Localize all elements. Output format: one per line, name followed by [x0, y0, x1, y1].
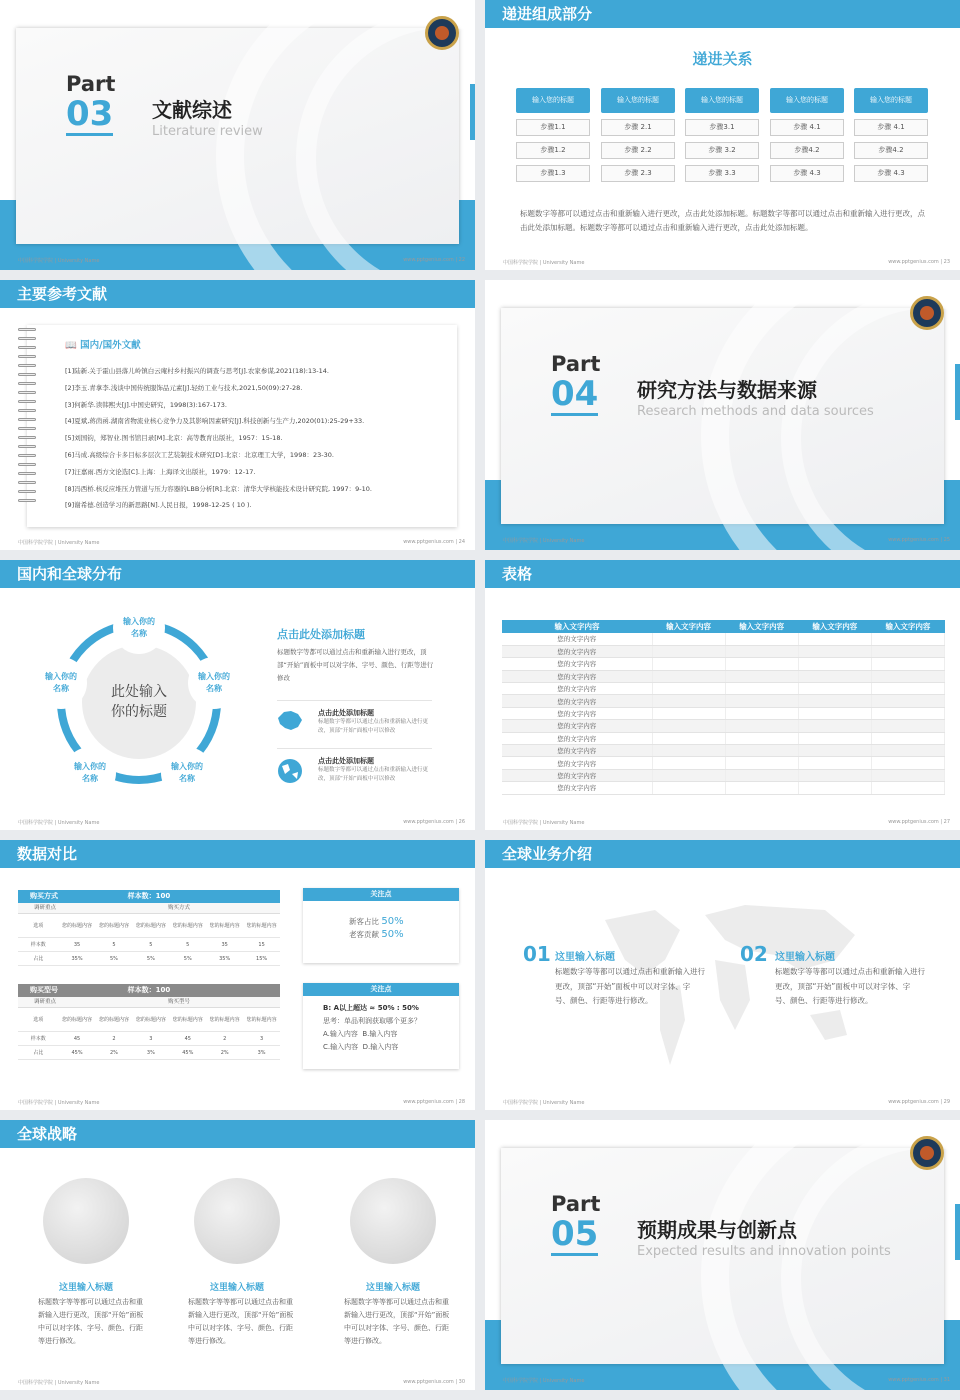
table-cell: [652, 745, 725, 757]
table-cell: [871, 683, 944, 695]
footer: [18, 1379, 465, 1386]
section-title: 研究方法与数据来源: [637, 378, 817, 402]
page-number: | 30: [455, 1379, 465, 1385]
part-number: 04: [551, 374, 599, 414]
table-row: [502, 769, 945, 781]
accent-bar: [955, 1204, 960, 1260]
slide-31[interactable]: [485, 1120, 960, 1390]
table-cell: [871, 782, 944, 794]
strategy-text: 标题数字等等都可以通过点击和重新输入进行更改，顶部“开始”面板中可以对字体、字号、颜色、行距等进行修改。: [38, 1298, 144, 1345]
section-subtitle: Literature review: [152, 124, 263, 139]
table-cell: [652, 645, 725, 657]
slide-26[interactable]: [0, 560, 475, 830]
slide-header: 全球战略: [0, 1120, 475, 1148]
reference-list: [65, 363, 445, 514]
table-cell: [652, 782, 725, 794]
item-title: 这里输入标题: [555, 952, 615, 963]
footer: [503, 1099, 950, 1106]
table-cell: [798, 633, 871, 645]
footer-site: www.pptgenius.com: [888, 819, 939, 825]
table-cell: [798, 782, 871, 794]
part-word: Part: [551, 352, 601, 376]
table-cell: [725, 670, 798, 682]
table-cell: [798, 683, 871, 695]
table-cell: 您的文字内容: [502, 769, 652, 781]
slide-header: 表格: [485, 560, 960, 588]
step-box: 步骤 4.3: [854, 165, 928, 182]
column-head: 输入您的标题: [601, 88, 675, 113]
footer-university: 中国科学院学院 | University Name: [503, 260, 585, 266]
table-cell: [725, 695, 798, 707]
distribution-title: 点击此处添加标题: [277, 628, 365, 641]
table-header-cell: 输入文字内容: [652, 620, 725, 633]
progression-title: 递进关系: [692, 50, 753, 68]
step-box: 步骤1.2: [516, 142, 590, 159]
slide-25[interactable]: [485, 280, 960, 550]
table-row: [502, 633, 945, 645]
ring-node: 输入你的 名称: [161, 747, 213, 799]
column-head: 输入您的标题: [854, 88, 928, 113]
page-number: | 28: [455, 1099, 465, 1105]
accent-bar: [470, 84, 475, 140]
divider: [277, 748, 432, 749]
university-logo: [425, 16, 459, 50]
china-map-icon: [276, 708, 304, 734]
table-header-cell: 输入文字内容: [798, 620, 871, 633]
table-cell: [798, 707, 871, 719]
page-number: | 27: [940, 819, 950, 825]
comparison-header: 购买方式 样本数：100: [18, 890, 280, 903]
reference-item: [2]李玉.青拿李.浅谈中国传统服饰品元素[J].轻纺工业与技术,2021,50(09):27-28.: [65, 383, 303, 392]
distribution-item: 点击此处添加标题 标题数字等都可以通过点击和重新输入进行更改，顶部“开始”面板中可以修改: [318, 709, 429, 734]
strategy-title: 这里输入标题: [209, 1283, 264, 1293]
ring-node: 输入你的 名称: [64, 747, 116, 799]
slide-22[interactable]: [0, 0, 475, 270]
slide-29[interactable]: [485, 840, 960, 1110]
step-box: 步骤3.1: [685, 119, 759, 136]
reference-item: [8]冯西桥.核反应堆压力管道与压力容器的LBB分析[R].北京：清华大学核能技术设计研究院, 1997：9-10.: [65, 484, 372, 493]
footer-site: www.pptgenius.com: [403, 539, 454, 545]
reference-item: [9]谢希德.创造学习的新思路[N].人民日报，1998-12-25 ( 10 ).: [65, 501, 252, 510]
table-row: 样本数 45 2 3 45 2 3: [18, 1032, 280, 1046]
footer: [503, 259, 950, 266]
table-cell: [798, 658, 871, 670]
table-cell: [652, 670, 725, 682]
table-cell: 您的文字内容: [502, 732, 652, 744]
footer-university: 中国科学院学院 | University Name: [503, 538, 585, 544]
focus-note-2: 关注点 B: A以上超达 ≈ 50% : 50% 思考：单品利润获取哪个更多？ A.输入内容 B.输入内容 C.输入内容 D.输入内容: [303, 983, 459, 1069]
comparison-table-1: [18, 890, 280, 966]
divider: [277, 700, 432, 701]
table-cell: [725, 720, 798, 732]
section-subtitle: Research methods and data sources: [637, 404, 874, 419]
table-row: [502, 645, 945, 657]
reference-item: [1]陆新.关于霍山县落儿岭镇白云庵村乡村振兴的调查与思考[J].农家参谋,2021(18):13-14.: [65, 367, 329, 375]
table-cell: [871, 645, 944, 657]
table-row: 占比 35% 5% 5% 5% 35% 15%: [18, 952, 280, 966]
table-row: [502, 757, 945, 769]
focus-note-1: 关注点 新客占比 50% 老客贡献 50%: [303, 888, 459, 963]
distribution-text: 标题数字等都可以通过点击和重新输入进行更改，顶部“开始”面板中可以对字体、字号、颜色、行距等进行修改: [277, 648, 434, 682]
item-text: 标题数字等等都可以通过点击和重新输入进行更改，顶部“开始”面板中可以对字体、字号、颜色、行距等进行修改。: [555, 967, 705, 1005]
page-number: | 29: [940, 1099, 950, 1105]
table-cell: [652, 757, 725, 769]
table-cell: [871, 670, 944, 682]
globe-icon: [276, 758, 304, 784]
strategy-text: 标题数字等等都可以通过点击和重新输入进行更改，顶部“开始”面板中可以对字体、字号、颜色、行距等进行修改。: [344, 1298, 450, 1345]
reference-heading: 📖 国内/国外文献: [65, 340, 141, 351]
slide-header: 递进组成部分: [485, 0, 960, 28]
step-box: 步骤1.3: [516, 165, 590, 182]
footer-site: www.pptgenius.com: [403, 819, 454, 825]
comparison-header: 购买型号 样本数：100: [18, 984, 280, 997]
table-cell: [871, 745, 944, 757]
table-cell: 您的文字内容: [502, 757, 652, 769]
table-cell: [798, 757, 871, 769]
table-cell: 您的文字内容: [502, 658, 652, 670]
note-header: 关注点: [303, 888, 459, 901]
table-row: [502, 658, 945, 670]
table-cell: [798, 670, 871, 682]
table-cell: 您的文字内容: [502, 695, 652, 707]
accent-bar: [955, 364, 960, 420]
step-box: 步骤 3.3: [685, 165, 759, 182]
university-logo: [910, 1136, 944, 1170]
table-header-cell: 输入文字内容: [871, 620, 944, 633]
table-cell: 您的文字内容: [502, 683, 652, 695]
ring-node: 输入你的 名称: [35, 657, 87, 709]
step-box: 步骤 3.2: [685, 142, 759, 159]
footer-university: 中国科学院学院 | University Name: [18, 820, 100, 826]
book-icon: 📖: [65, 340, 77, 351]
table-cell: [798, 745, 871, 757]
table-row: [502, 695, 945, 707]
slide-header: 全球业务介绍: [485, 840, 960, 868]
table-cell: 您的文字内容: [502, 645, 652, 657]
table-cell: [725, 683, 798, 695]
table-cell: [725, 745, 798, 757]
slide-30[interactable]: [0, 1120, 475, 1390]
part-word: Part: [551, 1192, 601, 1216]
footer: [18, 1099, 465, 1106]
table-cell: 您的文字内容: [502, 670, 652, 682]
footer: [503, 537, 950, 544]
table-cell: [652, 769, 725, 781]
step-box: 步骤4.2: [854, 142, 928, 159]
table-row: 样本数 35 5 5 5 35 15: [18, 938, 280, 952]
table-cell: [798, 645, 871, 657]
reference-item: [7]汪嘉雨.西方文论选[C].上海：上海译文出版社，1979：12-17.: [65, 467, 256, 476]
column-head: 输入您的标题: [770, 88, 844, 113]
table-cell: [725, 658, 798, 670]
table-cell: [798, 695, 871, 707]
comparison-subheader: 调研重点 购买型号: [18, 997, 280, 1008]
part-number: 03: [66, 94, 114, 134]
footer-university: 中国科学院学院 | University Name: [18, 258, 100, 264]
reference-item: [5]刘国钧，郑智业.图书馆目录[M].北京：高等教育出版社，1957：15-18.: [65, 434, 283, 443]
page-number: | 26: [455, 819, 465, 825]
table-row: [502, 782, 945, 794]
footer: [18, 257, 465, 264]
ring-center-title: 此处输入 你的标题: [82, 645, 196, 759]
column-head: 输入您的标题: [516, 88, 590, 113]
progression-column: [601, 88, 675, 182]
table-cell: [871, 769, 944, 781]
table-cell: [871, 732, 944, 744]
table-cell: [725, 769, 798, 781]
slide-24[interactable]: [0, 280, 475, 550]
progression-column: [685, 88, 759, 182]
page-number: | 31: [940, 1377, 950, 1383]
table-row: [502, 683, 945, 695]
footer-site: www.pptgenius.com: [403, 1099, 454, 1105]
table-cell: [725, 732, 798, 744]
section-title: 预期成果与创新点: [637, 1218, 797, 1242]
page-number: | 24: [455, 539, 465, 545]
distribution-item: 点击此处添加标题 标题数字等都可以通过点击和重新输入进行更改，顶部“开始”面板中可以修改: [318, 757, 429, 782]
footer-university: 中国科学院学院 | University Name: [18, 540, 100, 546]
footer-university: 中国科学院学院 | University Name: [18, 1100, 100, 1106]
table-cell: [652, 633, 725, 645]
progression-column: [770, 88, 844, 182]
reference-item: [6]马成.高级综合卡多目标多层次工艺装制技术研究[D].北京：北京理工大学，1998：23-30.: [65, 450, 334, 459]
step-box: 步骤 2.2: [601, 142, 675, 159]
footer-university: 中国科学院学院 | University Name: [18, 1380, 100, 1386]
globe-icon: [350, 1178, 436, 1264]
page-number: | 25: [940, 537, 950, 543]
footer-site: www.pptgenius.com: [888, 259, 939, 265]
table-cell: [652, 707, 725, 719]
table-cell: [725, 782, 798, 794]
table-row: [502, 745, 945, 757]
notebook-spiral: [18, 328, 38, 508]
table-cell: [725, 757, 798, 769]
table-cell: [652, 732, 725, 744]
table-header-cell: 输入文字内容: [502, 620, 652, 633]
table-cell: 您的文字内容: [502, 782, 652, 794]
table-cell: [798, 732, 871, 744]
page-number: | 23: [940, 259, 950, 265]
section-title: 文献综述: [152, 98, 232, 122]
slide-27[interactable]: [485, 560, 960, 830]
data-table: [502, 620, 945, 795]
slide-header: 主要参考文献: [0, 280, 475, 308]
table-cell: [725, 645, 798, 657]
table-cell: 您的文字内容: [502, 633, 652, 645]
part-number: 05: [551, 1214, 599, 1254]
globe-icon: [43, 1178, 129, 1264]
table-cell: [871, 658, 944, 670]
footer-site: www.pptgenius.com: [403, 257, 454, 263]
strategy-text: 标题数字等等都可以通过点击和重新输入进行更改，顶部“开始”面板中可以对字体、字号、颜色、行距等进行修改。: [188, 1298, 294, 1345]
footer-university: 中国科学院学院 | University Name: [503, 820, 585, 826]
item-text: 标题数字等等都可以通过点击和重新输入进行更改，顶部“开始”面板中可以对字体、字号、颜色、行距等进行修改。: [775, 967, 925, 1005]
step-box: 步骤 4.1: [770, 119, 844, 136]
table-cell: [871, 707, 944, 719]
note-header: 关注点: [303, 983, 459, 996]
table-cell: [871, 633, 944, 645]
reference-item: [4]夏斌,蒋茵函.湖南省物流业核心竞争力及其影响因素研究[J].科技创新与生产力,2020(01):25-29+33.: [65, 417, 365, 426]
item-number: 02: [740, 942, 768, 966]
footer: [18, 819, 465, 826]
table-cell: 您的文字内容: [502, 720, 652, 732]
table-cell: [871, 720, 944, 732]
table-cell: [725, 633, 798, 645]
comparison-subheader: 调研重点 购买方式: [18, 903, 280, 914]
table-cell: [798, 769, 871, 781]
slide-28[interactable]: [0, 840, 475, 1110]
section-subtitle: Expected results and innovation points: [637, 1244, 891, 1259]
table-cell: [871, 695, 944, 707]
step-box: 步骤 2.1: [601, 119, 675, 136]
item-title: 这里输入标题: [775, 952, 835, 963]
ring-node: 输入你的 名称: [188, 657, 240, 709]
footer-site: www.pptgenius.com: [403, 1379, 454, 1385]
footer-university: 中国科学院学院 | University Name: [503, 1100, 585, 1106]
slide-23[interactable]: [485, 0, 960, 270]
table-cell: [725, 707, 798, 719]
table-cell: [652, 683, 725, 695]
table-cell: [652, 695, 725, 707]
column-head: 输入您的标题: [685, 88, 759, 113]
part-word: Part: [66, 72, 116, 96]
table-cell: 您的文字内容: [502, 707, 652, 719]
comparison-table-2: [18, 984, 280, 1060]
step-box: 步骤 4.3: [770, 165, 844, 182]
footer-site: www.pptgenius.com: [888, 537, 939, 543]
strategy-title: 这里输入标题: [58, 1283, 113, 1293]
table-row: [502, 707, 945, 719]
page-number: | 22: [455, 257, 465, 263]
table-row: [502, 732, 945, 744]
footer: [503, 1377, 950, 1384]
table-header-cell: 输入文字内容: [725, 620, 798, 633]
step-box: 步骤 2.3: [601, 165, 675, 182]
footer: [503, 819, 950, 826]
table-cell: [652, 658, 725, 670]
step-box: 步骤 4.1: [854, 119, 928, 136]
university-logo: [910, 296, 944, 330]
globe-icon: [194, 1178, 280, 1264]
table-cell: [652, 720, 725, 732]
footer-site: www.pptgenius.com: [888, 1099, 939, 1105]
progression-column: [516, 88, 590, 182]
step-box: 步骤4.2: [770, 142, 844, 159]
footer-site: www.pptgenius.com: [888, 1377, 939, 1383]
strategy-title: 这里输入标题: [365, 1283, 420, 1293]
reference-item: [3]何新华.读韩熙夫[J].中国史研究，1998(3):167-173.: [65, 400, 227, 409]
ring-node: 输入你的 名称: [113, 602, 165, 654]
table-row: 选项 您的标题内容 您的标题内容 您的标题内容 您的标题内容 您的标题内容 您的标题内容: [18, 914, 280, 938]
table-row: [502, 670, 945, 682]
table-row: 占比 45% 2% 3% 45% 2% 3%: [18, 1046, 280, 1060]
table-cell: [798, 720, 871, 732]
progression-column: [854, 88, 928, 182]
slide-header: 国内和全球分布: [0, 560, 475, 588]
progression-text: 标题数字等都可以通过点击和重新输入进行更改，点击此处添加标题。标题数字等都可以通过点击和重新输入进行更改，点击此处添加标题。标题数字等都可以通过点击和重新输入进行更改，点击此处添加标题。: [520, 209, 925, 232]
item-number: 01: [523, 942, 551, 966]
footer-university: 中国科学院学院 | University Name: [503, 1378, 585, 1384]
step-box: 步骤1.1: [516, 119, 590, 136]
footer: [18, 539, 465, 546]
table-row: [502, 720, 945, 732]
table-row: 选项 您的标题内容 您的标题内容 您的标题内容 您的标题内容 您的标题内容 您的标题内容: [18, 1008, 280, 1032]
slide-header: 数据对比: [0, 840, 475, 868]
table-cell: [871, 757, 944, 769]
table-cell: 您的文字内容: [502, 745, 652, 757]
